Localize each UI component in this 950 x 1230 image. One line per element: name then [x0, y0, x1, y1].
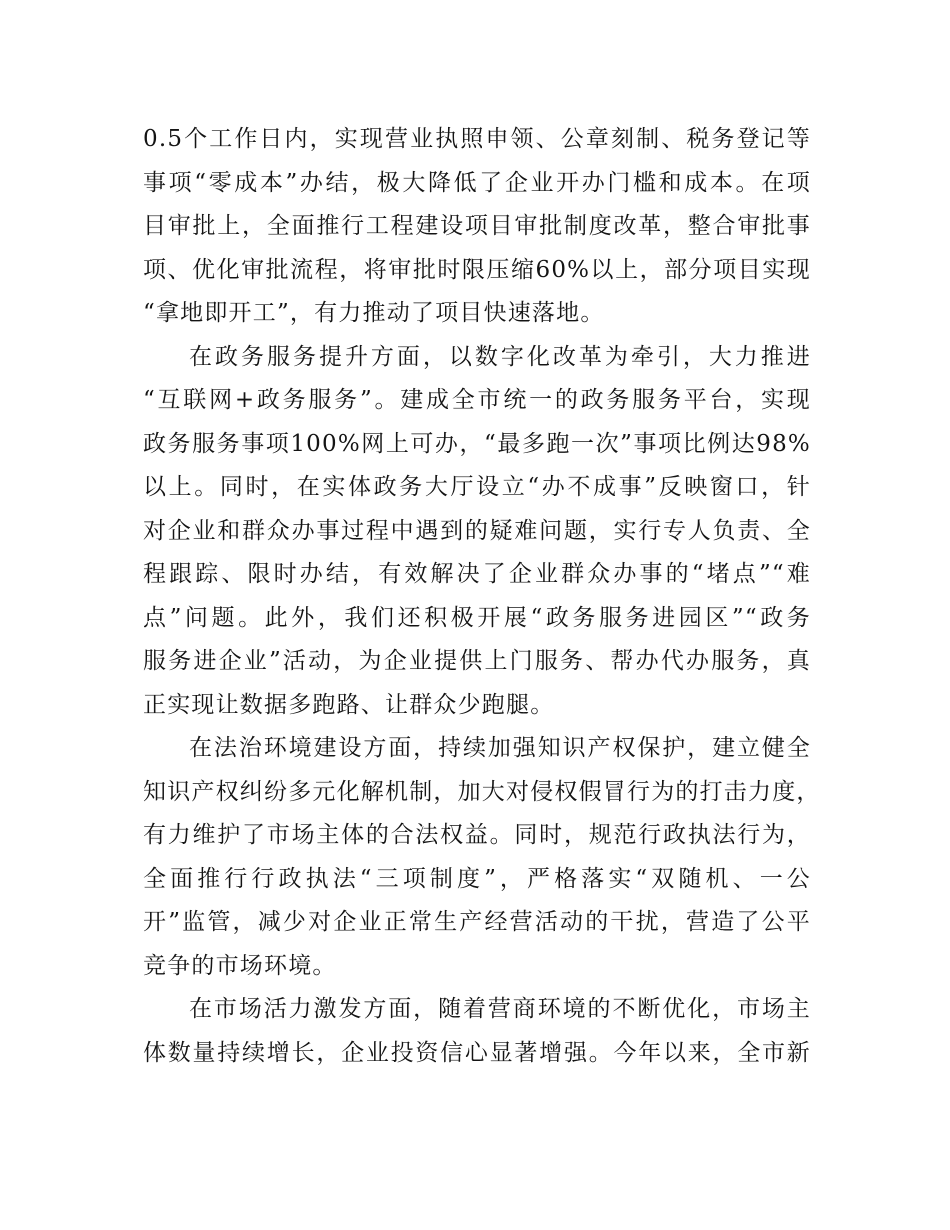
text-line: 政务服务事项100%网上可办，“最多跑一次”事项比例达98% — [143, 430, 811, 457]
document-body — [143, 118, 821, 1075]
text-line: 竞争的市场环境。 — [143, 952, 337, 979]
text-line: 正实现让数据多跑路、让群众少跑腿。 — [143, 691, 555, 718]
text-line: 点”问题。此外，我们还积极开展“政务服务进园区”“政务 — [143, 604, 811, 631]
text-line: 事项“零成本”办结，极大降低了企业开办门槛和成本。在项 — [143, 169, 811, 196]
text-line: 在政务服务提升方面，以数字化改革为牵引，大力推进 — [189, 343, 811, 370]
text-line: 有力维护了市场主体的合法权益。同时，规范行政执法行为， — [143, 822, 811, 848]
text-line: “互联网+政务服务”。建成全市统一的政务服务平台，实现 — [143, 387, 811, 413]
paragraph-3 — [143, 727, 821, 988]
text-line: 在法治环境建设方面，持续加强知识产权保护，建立健全 — [189, 735, 811, 761]
text-line: 以上。同时，在实体政务大厅设立“办不成事”反映窗口，针 — [143, 474, 811, 500]
text-line: 项、优化审批流程，将审批时限压缩60%以上，部分项目实现 — [143, 256, 811, 283]
paragraph-2 — [143, 336, 811, 728]
text-line: 在市场活力激发方面，随着营商环境的不断优化，市场主 — [189, 996, 811, 1022]
text-line: 体数量持续增长，企业投资信心显著增强。今年以来，全市新 — [143, 1039, 811, 1066]
text-line: 知识产权纠纷多元化解机制，加大对侵权假冒行为的打击力度， — [143, 778, 821, 805]
text-line: 0.5个工作日内，实现营业执照申领、公章刻制、税务登记等 — [143, 126, 811, 152]
text-line: 全面推行行政执法“三项制度”，严格落实“双随机、一公 — [143, 865, 811, 892]
text-line: 开”监管，减少对企业正常生产经营活动的干扰，营造了公平 — [143, 909, 811, 935]
paragraph-1 — [143, 118, 811, 336]
text-line: “拿地即开工”，有力推动了项目快速落地。 — [143, 300, 605, 326]
paragraph-4 — [143, 988, 811, 1075]
text-line: 对企业和群众办事过程中遇到的疑难问题，实行专人负责、全 — [143, 517, 811, 544]
text-line: 服务进企业”活动，为企业提供上门服务、帮办代办服务，真 — [143, 648, 811, 674]
text-line: 程跟踪、限时办结，有效解决了企业群众办事的“堵点”“难 — [143, 561, 811, 587]
text-line: 目审批上，全面推行工程建设项目审批制度改革，整合审批事 — [143, 213, 811, 239]
